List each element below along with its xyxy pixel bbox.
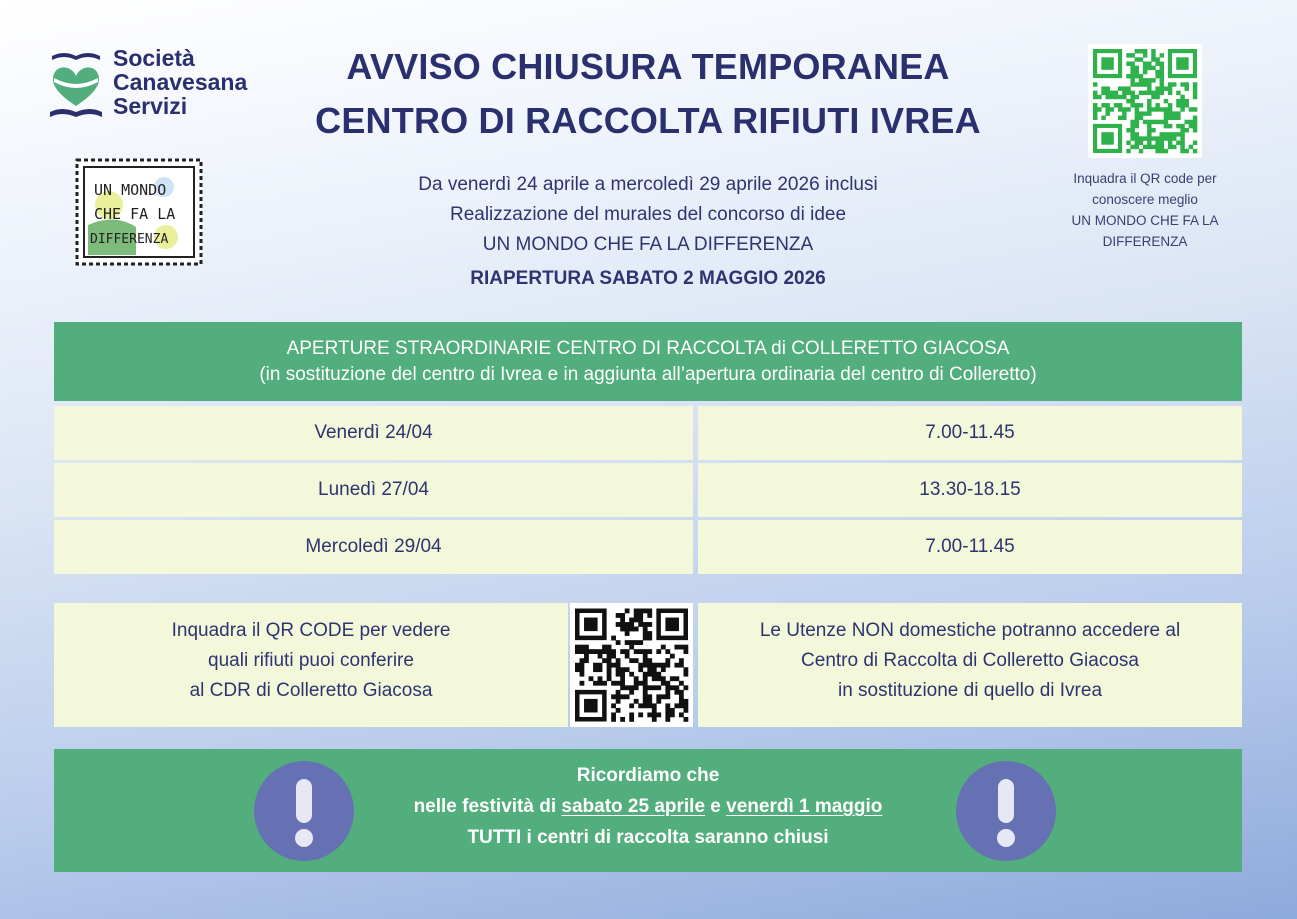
non-domestic-line-3: in sostituzione di quello di Ivrea xyxy=(837,680,1103,701)
non-domestic-line-2: Centro di Raccolta di Colleretto Giacosa xyxy=(801,650,1139,671)
page-title xyxy=(290,40,1006,148)
reminder-line-1: Ricordiamo che xyxy=(576,765,720,786)
qr-code-waste[interactable] xyxy=(570,603,693,727)
stamp-line-2: CHE FA LA xyxy=(94,205,176,223)
qr-caption-line-3: UN MONDO CHE FA LA xyxy=(1071,213,1219,228)
qr-instructions-line-1: Inquadra il QR CODE per vedere xyxy=(171,620,451,641)
schedule-header-title: APERTURE STRAORDINARIE CENTRO DI RACCOLTA di COLLERETTO GIACOSA xyxy=(286,338,1010,359)
reminder-prefix: nelle festività di xyxy=(413,796,562,817)
reminder-line-2 xyxy=(294,791,1002,822)
non-domestic-notice xyxy=(698,603,1242,727)
schedule-day: Lunedì 27/04 xyxy=(54,463,693,517)
schedule-header-subtitle: (in sostituzione del centro di Ivrea e in aggiunta all’apertura ordinaria del centro di Colleretto) xyxy=(259,364,1037,385)
exclamation-icon xyxy=(956,761,1056,861)
info-project: UN MONDO CHE FA LA DIFFERENZA xyxy=(482,234,814,255)
schedule-hours: 13.30-18.15 xyxy=(698,463,1242,517)
holiday-date-1: sabato 25 aprile xyxy=(561,796,706,817)
company-logo xyxy=(48,46,288,126)
qr-instructions-line-2: quali rifiuti puoi conferire xyxy=(208,650,414,671)
qr-code-icon xyxy=(1088,44,1202,158)
reopening-date: RIAPERTURA SABATO 2 MAGGIO 2026 xyxy=(470,268,826,289)
stamp-logo-icon xyxy=(74,157,204,267)
reminder-conjunction: e xyxy=(705,796,727,817)
qr-instructions-line-3: al CDR di Colleretto Giacosa xyxy=(189,680,433,701)
holiday-date-2: venerdì 1 maggio xyxy=(726,796,883,817)
schedule-hours: 7.00-11.45 xyxy=(698,520,1242,574)
qr-code-icon xyxy=(570,603,693,727)
title-line-2: CENTRO DI RACCOLTA RIFIUTI IVREA xyxy=(315,100,981,141)
schedule-hours: 7.00-11.45 xyxy=(698,406,1242,460)
scs-logo-icon xyxy=(48,48,104,122)
schedule-header xyxy=(54,322,1242,401)
qr-caption xyxy=(1050,168,1240,252)
qr-instructions xyxy=(54,603,568,727)
qr-caption-line-4: DIFFERENZA xyxy=(1102,234,1188,249)
stamp-line-1: UN MONDO xyxy=(94,181,167,199)
info-reason: Realizzazione del murales del concorso di idee xyxy=(449,204,847,225)
qr-caption-line-1: Inquadra il QR code per xyxy=(1073,171,1217,186)
logo-line-2: Canavesana xyxy=(113,69,248,95)
qr-code-top[interactable] xyxy=(1088,44,1202,158)
logo-line-1: Società xyxy=(113,45,195,71)
reminder-line-3: TUTTI i centri di raccolta saranno chiusi xyxy=(467,827,829,848)
qr-caption-line-2: conoscere meglio xyxy=(1092,192,1198,207)
stamp-logo xyxy=(74,157,204,267)
info-dates: Da venerdì 24 aprile a mercoledì 29 aprile 2026 inclusi xyxy=(418,174,878,195)
non-domestic-line-1: Le Utenze NON domestiche potranno accedere al xyxy=(759,620,1181,641)
stamp-line-3: DIFFERENZA xyxy=(90,232,169,247)
closure-info xyxy=(338,170,958,260)
schedule-day: Mercoledì 29/04 xyxy=(54,520,693,574)
schedule-day: Venerdì 24/04 xyxy=(54,406,693,460)
logo-line-3: Servizi xyxy=(113,93,188,119)
title-line-1: AVVISO CHIUSURA TEMPORANEA xyxy=(346,46,950,87)
holiday-reminder xyxy=(54,749,1242,872)
